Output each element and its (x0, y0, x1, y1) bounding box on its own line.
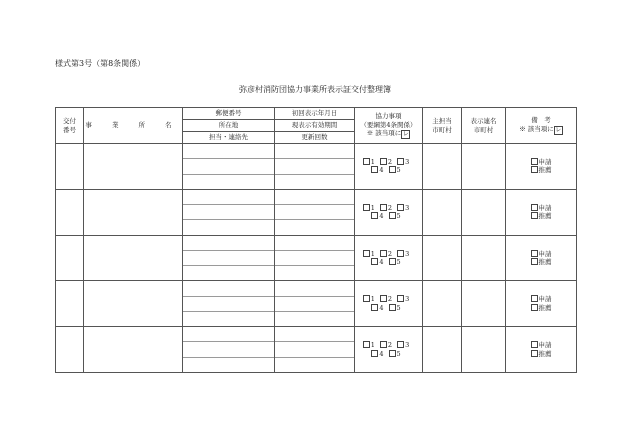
coop-option[interactable]: 5 (389, 212, 401, 220)
joint-village-cell[interactable] (462, 144, 506, 190)
checkbox-icon (363, 341, 370, 348)
checkbox-icon (531, 250, 538, 257)
checkbox-icon (380, 341, 387, 348)
joint-village-cell[interactable] (462, 327, 506, 373)
checkbox-icon (380, 295, 387, 302)
coop-option[interactable]: 4 (371, 212, 383, 220)
checkbox-icon (389, 350, 396, 357)
address-cell[interactable] (183, 281, 275, 327)
checkbox-icon (531, 166, 538, 173)
coop-option[interactable]: 5 (389, 350, 401, 358)
coop-option[interactable]: 5 (389, 258, 401, 266)
remark-option[interactable]: 推薦 (506, 258, 576, 266)
business-name-cell[interactable] (84, 144, 183, 190)
coop-option[interactable]: 3 (397, 158, 409, 166)
business-name-cell[interactable] (84, 327, 183, 373)
main-village-cell[interactable] (423, 235, 462, 281)
remarks-options (506, 144, 577, 190)
coop-option[interactable]: 4 (371, 258, 383, 266)
remarks-options (506, 189, 577, 235)
header-first-display-date: 初回表示年月日 (275, 108, 355, 120)
checkbox-icon (389, 212, 396, 219)
coop-option[interactable]: 2 (380, 204, 392, 212)
coop-option[interactable]: 2 (380, 341, 392, 349)
checkbox-icon (397, 250, 404, 257)
check-mark-icon: レ (402, 130, 409, 138)
checkbox-icon (397, 341, 404, 348)
checkbox-icon (389, 258, 396, 265)
joint-village-cell[interactable] (462, 281, 506, 327)
checkbox-icon (371, 212, 378, 219)
checkbox-icon (531, 341, 538, 348)
coop-option[interactable]: 1 (363, 204, 375, 212)
checkbox-icon (531, 304, 538, 311)
address-cell[interactable] (183, 144, 275, 190)
remark-option[interactable]: 推薦 (506, 350, 576, 358)
coop-option[interactable]: 1 (363, 341, 375, 349)
issue-no-cell[interactable] (56, 189, 84, 235)
coop-option[interactable]: 1 (363, 295, 375, 303)
date-cell[interactable] (275, 144, 355, 190)
coop-option[interactable]: 1 (363, 250, 375, 258)
remark-option[interactable]: 申請 (506, 295, 576, 303)
checkbox-icon (371, 166, 378, 173)
table-row (56, 189, 577, 235)
remark-option[interactable]: 申請 (506, 341, 576, 349)
checkbox-icon (531, 158, 538, 165)
cooperation-options (355, 327, 423, 373)
coop-option[interactable]: 5 (389, 166, 401, 174)
remarks-options (506, 235, 577, 281)
main-village-cell[interactable] (423, 189, 462, 235)
remarks-options (506, 281, 577, 327)
header-address: 所在地 (183, 120, 275, 132)
checkbox-icon (380, 158, 387, 165)
checkbox-icon (363, 204, 370, 211)
address-cell[interactable] (183, 189, 275, 235)
checkbox-icon (371, 258, 378, 265)
cooperation-options (355, 281, 423, 327)
checkbox-icon (397, 204, 404, 211)
coop-option[interactable]: 4 (371, 166, 383, 174)
header-renewal-count: 更新回数 (275, 132, 355, 144)
cooperation-options (355, 235, 423, 281)
checkbox-icon (531, 295, 538, 302)
business-name-cell[interactable] (84, 235, 183, 281)
checkbox-icon (531, 204, 538, 211)
table-row (56, 235, 577, 281)
checkbox-icon (380, 250, 387, 257)
header-postal-code: 郵便番号 (183, 108, 275, 120)
main-village-cell[interactable] (423, 327, 462, 373)
checkbox-icon (363, 158, 370, 165)
checkbox-icon (380, 204, 387, 211)
remarks-options (506, 327, 577, 373)
checkbox-icon (371, 350, 378, 357)
date-cell[interactable] (275, 281, 355, 327)
issue-no-cell[interactable] (56, 327, 84, 373)
cooperation-options (355, 144, 423, 190)
coop-option[interactable]: 3 (397, 295, 409, 303)
business-name-cell[interactable] (84, 281, 183, 327)
address-cell[interactable] (183, 327, 275, 373)
checkbox-icon (389, 166, 396, 173)
checkbox-icon (531, 258, 538, 265)
header-business-name: 事 業 所 名 (84, 108, 183, 144)
checkbox-icon (531, 212, 538, 219)
checkbox-icon (363, 250, 370, 257)
header-issue-no: 交付 番号 (56, 108, 84, 144)
coop-option[interactable]: 5 (389, 304, 401, 312)
date-cell[interactable] (275, 189, 355, 235)
checkbox-icon (371, 304, 378, 311)
issue-no-cell[interactable] (56, 144, 84, 190)
coop-option[interactable]: 3 (397, 204, 409, 212)
table-row (56, 144, 577, 190)
joint-village-cell[interactable] (462, 235, 506, 281)
joint-village-cell[interactable] (462, 189, 506, 235)
coop-option[interactable]: 4 (371, 350, 383, 358)
header-remarks: 備 考 ※ 該当項にレ (506, 108, 577, 144)
issue-no-cell[interactable] (56, 235, 84, 281)
checkbox-icon (531, 350, 538, 357)
remark-option[interactable]: 申請 (506, 158, 576, 166)
remark-option[interactable]: 推薦 (506, 212, 576, 220)
coop-option[interactable]: 3 (397, 341, 409, 349)
ledger-table (55, 107, 577, 373)
checkbox-icon (389, 304, 396, 311)
coop-option[interactable]: 4 (371, 304, 383, 312)
remark-option[interactable]: 申請 (506, 250, 576, 258)
checkbox-icon (397, 158, 404, 165)
issue-no-cell[interactable] (56, 281, 84, 327)
main-village-cell[interactable] (423, 281, 462, 327)
coop-option[interactable]: 2 (380, 250, 392, 258)
address-cell[interactable] (183, 235, 275, 281)
business-name-cell[interactable] (84, 189, 183, 235)
table-row (56, 327, 577, 373)
remark-option[interactable]: 推薦 (506, 304, 576, 312)
date-cell[interactable] (275, 327, 355, 373)
remark-option[interactable]: 申請 (506, 204, 576, 212)
coop-option[interactable]: 3 (397, 250, 409, 258)
date-cell[interactable] (275, 235, 355, 281)
coop-option[interactable]: 2 (380, 158, 392, 166)
header-joint-village: 表示連名 市町村 (462, 108, 506, 144)
page-title: 弥彦村消防団協力事業所表示証交付整理簿 (239, 85, 391, 94)
form-number: 様式第3号（第8条関係） (55, 59, 146, 68)
header-validity-period: 現表示有効期間 (275, 120, 355, 132)
header-cooperation-items: 協力事項 （要綱第4条関係） ※ 該当項にレ (355, 108, 423, 144)
cooperation-options (355, 189, 423, 235)
coop-option[interactable]: 2 (380, 295, 392, 303)
check-mark-icon: レ (555, 126, 562, 134)
coop-option[interactable]: 1 (363, 158, 375, 166)
header-contact: 担当・連絡先 (183, 132, 275, 144)
checkbox-icon (397, 295, 404, 302)
main-village-cell[interactable] (423, 144, 462, 190)
table-row (56, 281, 577, 327)
header-main-village: 主担当 市町村 (423, 108, 462, 144)
remark-option[interactable]: 推薦 (506, 166, 576, 174)
checkbox-icon (363, 295, 370, 302)
